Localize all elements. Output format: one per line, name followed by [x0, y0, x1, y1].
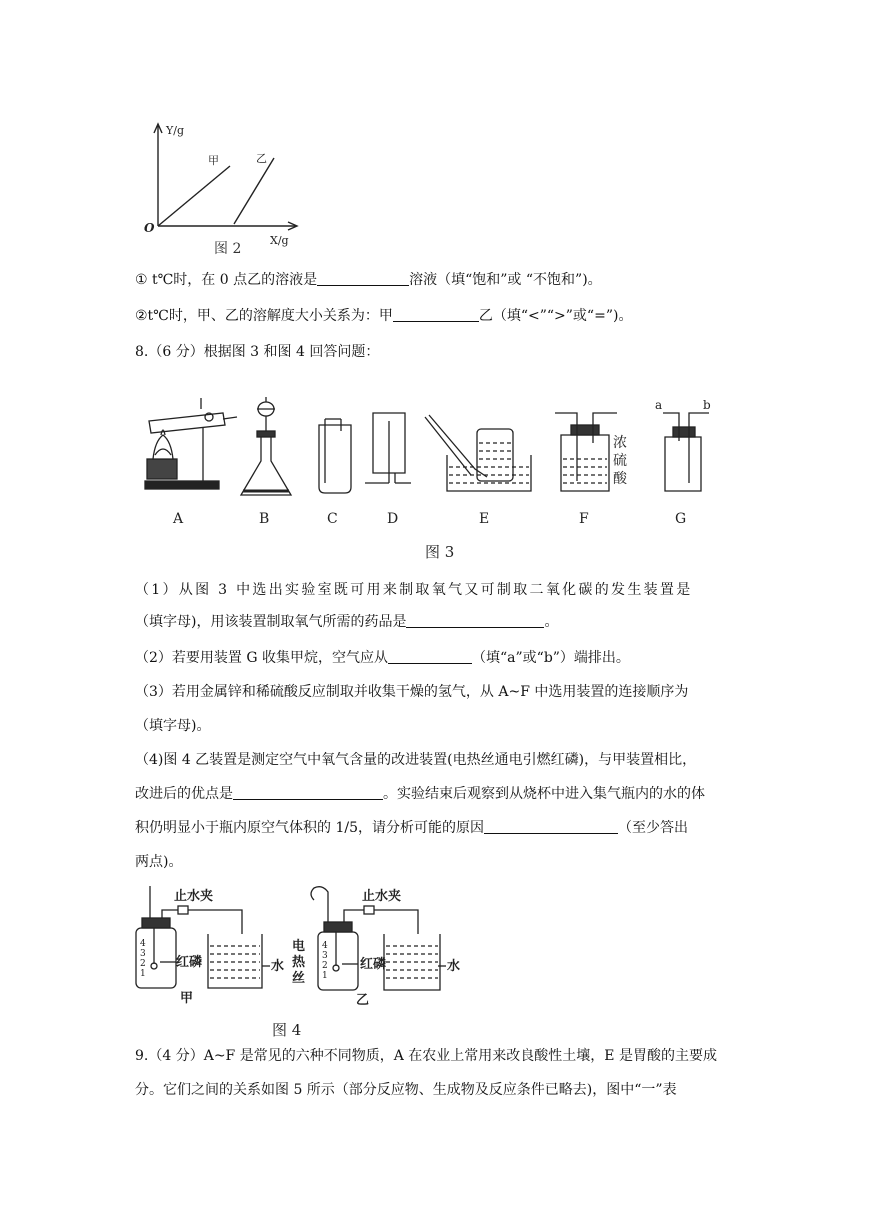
figure-3	[135, 395, 725, 565]
marks-right-1: 1	[322, 971, 328, 981]
label-b: B	[259, 511, 270, 527]
label-jia: 甲	[208, 154, 219, 167]
q7-line-2: ②t℃时，甲、乙的溶解度大小关系为：甲 乙（填“<”“>”或“=”)。	[135, 308, 633, 324]
line-yi	[234, 158, 274, 224]
apparatus-a	[145, 398, 237, 489]
label-yi: 乙	[256, 152, 267, 165]
x-axis-label: X/g	[270, 234, 289, 247]
label-e: E	[479, 511, 490, 527]
label-jia: 甲	[180, 991, 194, 1006]
wire-3: 丝	[292, 971, 306, 986]
figure-2-caption: 图 2	[214, 241, 242, 257]
phosphorus-left: 红磷	[176, 955, 203, 970]
q8-p2: （2）若要用装置 G 收集甲烷，空气应从 （填“a”或“b”）端排出。	[135, 650, 630, 666]
label-d: D	[387, 511, 399, 527]
label-yi: 乙	[356, 993, 370, 1008]
f-acid-2: 硫	[613, 453, 627, 469]
marks-left-1: 1	[140, 969, 146, 979]
label-a: A	[173, 511, 184, 527]
clamp-right: 止水夹	[362, 889, 402, 904]
marks-right-3: 3	[322, 951, 328, 961]
q8-p4-line3: 积仍明显小于瓶内原空气体积的 1/5，请分析可能的原因 （至少答出	[135, 820, 688, 836]
q7-line-1: ① t℃时，在 0 点乙的溶液是 溶液（填“饱和”或 “不饱和”)。	[135, 272, 602, 288]
marks-right-4: 4	[322, 941, 328, 951]
answer-blank[interactable]	[388, 649, 472, 664]
g-port-b: b	[703, 398, 711, 412]
clamp-left: 止水夹	[174, 889, 214, 904]
marks-left-3: 3	[140, 949, 146, 959]
wire-2: 热	[292, 955, 306, 970]
figure-4-caption: 图 4	[272, 1021, 302, 1039]
apparatus-g	[663, 413, 709, 491]
apparatus-c	[319, 419, 351, 493]
q8-p4-line4: 两点)。	[135, 854, 183, 870]
q8-p3-line1: （3）若用金属锌和稀硫酸反应制取并收集干燥的氢气，从 A~F 中选用装置的连接顺序为	[135, 684, 689, 700]
q8-p3-line2: （填字母)。	[135, 718, 211, 734]
apparatus-e	[425, 415, 531, 491]
wire-1: 电	[292, 939, 306, 954]
q9-line1: 9.（4 分）A~F 是常见的六种不同物质，A 在农业上常用来改良酸性土壤，E 是胃酸的主要成	[135, 1048, 717, 1064]
water-left: 水	[271, 959, 285, 974]
answer-blank[interactable]	[233, 785, 383, 800]
q8-heading: 8.（6 分）根据图 3 和图 4 回答问题：	[135, 344, 380, 360]
answer-blank[interactable]	[317, 271, 409, 286]
origin-label: O	[144, 221, 155, 235]
marks-left-4: 4	[140, 939, 146, 949]
figure-2	[138, 118, 308, 258]
answer-blank[interactable]	[393, 307, 479, 322]
q9-line2: 分。它们之间的关系如图 5 所示（部分反应物、生成物及反应条件已略去)，图中“一”表	[135, 1082, 677, 1098]
q8-p1-line1: （1）从图 3 中选出实验室既可用来制取氧气又可制取二氧化碳的发生装置是	[135, 582, 693, 598]
label-g: G	[675, 511, 687, 527]
marks-right-2: 2	[322, 961, 328, 971]
q8-p4-line1: （4)图 4 乙装置是测定空气中氧气含量的改进装置(电热丝通电引燃红磷)，与甲装置相比，	[135, 752, 697, 768]
apparatus-d	[365, 413, 411, 483]
marks-left-2: 2	[140, 959, 146, 969]
label-c: C	[327, 511, 338, 527]
q8-p4-line2: 改进后的优点是 。实验结束后观察到从烧杯中进入集气瓶内的水的体	[135, 786, 705, 802]
line-jia	[158, 166, 230, 226]
figure-4	[130, 880, 470, 1045]
water-right: 水	[447, 959, 461, 974]
y-axis-label: Y/g	[166, 124, 185, 137]
apparatus-b	[241, 397, 291, 495]
f-acid-1: 浓	[613, 435, 627, 451]
g-port-a: a	[655, 398, 663, 412]
label-f: F	[579, 511, 589, 527]
phosphorus-right: 红磷	[360, 957, 387, 972]
answer-blank[interactable]	[406, 613, 544, 628]
answer-blank[interactable]	[484, 819, 618, 834]
apparatus-f	[555, 413, 617, 491]
f-acid-3: 酸	[613, 471, 627, 487]
q8-p1-line2: （填字母)，用该装置制取氧气所需的药品是 。	[135, 614, 559, 630]
figure-3-caption: 图 3	[425, 543, 455, 561]
